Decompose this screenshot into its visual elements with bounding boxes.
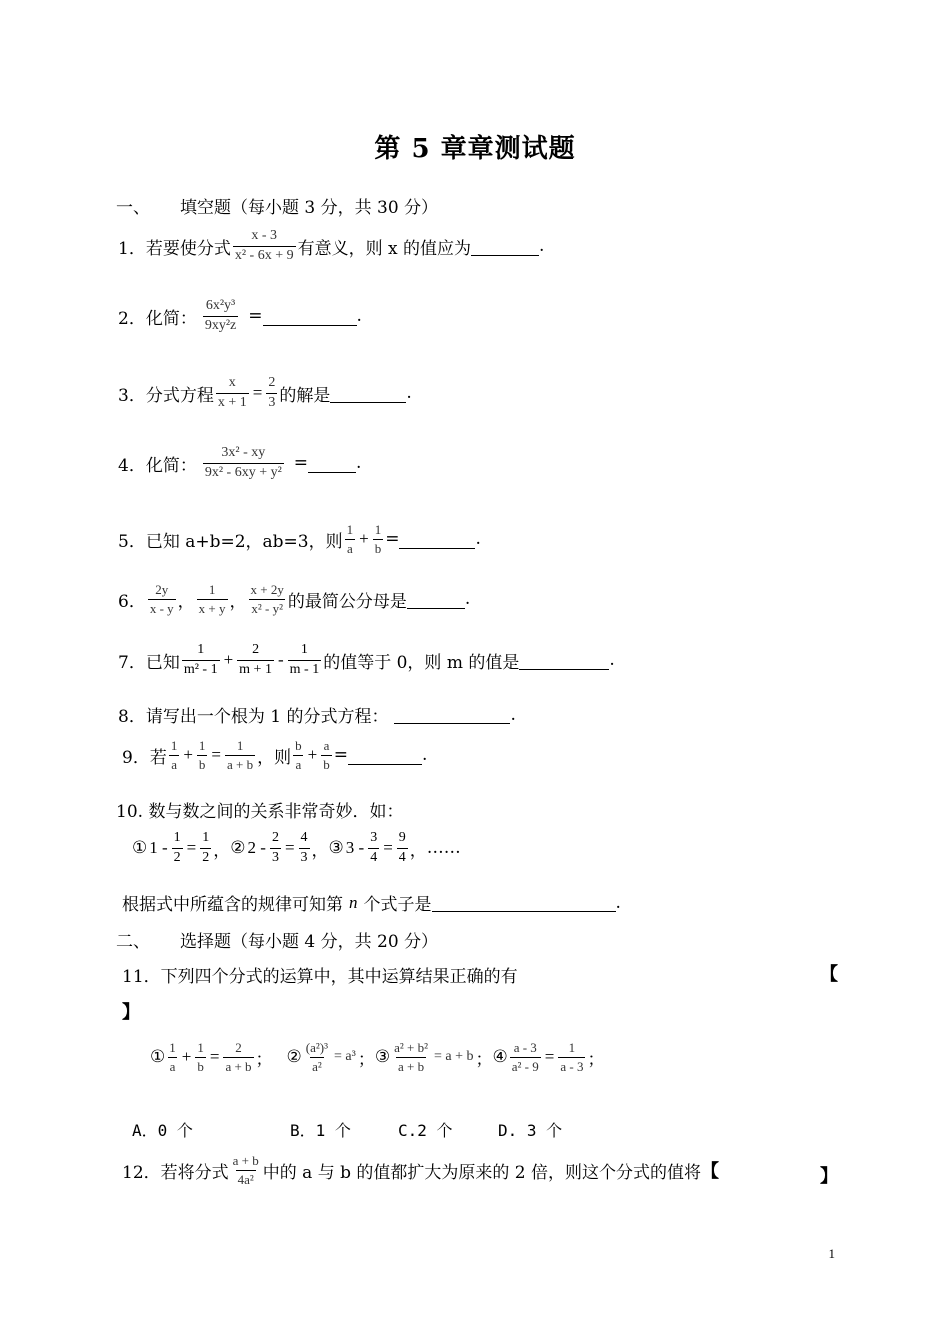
q5-f2-denominator: b [374, 540, 382, 556]
q1-numerator: x - 3 [251, 228, 278, 243]
q8-end: . [510, 704, 516, 725]
q11-choice-b[interactable]: B．1 个 [290, 1121, 351, 1140]
q10-e2-result-denominator: 3 [300, 849, 308, 865]
q11-choice-c[interactable]: C.2 个 [398, 1121, 453, 1140]
q10-circle-1: ① [132, 838, 148, 859]
q4-equals: = [293, 453, 309, 474]
q10-e3-result [397, 830, 408, 867]
q11-left-bracket: 【 [820, 964, 838, 985]
q3-fraction-left [216, 375, 249, 412]
q9-f2-numerator: 1 [198, 738, 206, 753]
q9-plus-1: + [183, 745, 193, 765]
q11-o1-result-numerator: 2 [235, 1040, 242, 1055]
q11-o1-equals: = [209, 1047, 220, 1067]
q9-f2-denominator: b [198, 756, 206, 772]
q10-ellipsis: …… [426, 838, 461, 859]
q4-prefix: 4．化简： [118, 455, 197, 476]
q8-answer-blank[interactable] [394, 705, 510, 724]
q11-o1-f1-denominator: a [169, 1058, 176, 1074]
q6-f1-denominator: x - y [149, 600, 174, 616]
q10-circle-3: ③ [328, 838, 344, 859]
question-3 [118, 375, 412, 412]
q6-f3-numerator: x + 2y [250, 582, 284, 597]
q11-semicolon-1: ； [255, 1049, 273, 1070]
q3-prefix: 3．分式方程 [118, 385, 214, 406]
q10-e1-lead: 1 - [149, 838, 168, 858]
q5-f1-denominator: a [346, 540, 353, 556]
q11-right-bracket: 】 [122, 1002, 140, 1023]
q9-fraction-1 [169, 738, 180, 772]
question-4 [118, 445, 361, 482]
q9-f5-numerator: a [323, 738, 330, 753]
q10-e3-denominator: 4 [370, 849, 378, 865]
q7-suffix: 的值等于 0，则 m 的值是 [323, 652, 520, 673]
q11-o1-f2-denominator: b [197, 1058, 204, 1074]
q4-fraction [203, 445, 284, 482]
q11-o4-result [558, 1040, 585, 1074]
q3-left-denominator: x + 1 [217, 394, 247, 410]
q11-o3-denominator: a + b [397, 1058, 425, 1074]
q10-e1-result-denominator: 2 [202, 849, 210, 865]
q10-e1-fraction [172, 830, 183, 867]
section-1-heading: 填空题（每小题 3 分，共 30 分） [180, 198, 439, 218]
q7-answer-blank[interactable] [519, 651, 609, 670]
q11-o4-equals: = [544, 1047, 555, 1067]
q3-right-numerator: 2 [268, 375, 276, 390]
q10-e2-equals: = [284, 838, 295, 858]
q1-suffix: 有意义，则 x 的值应为 [297, 238, 471, 259]
q11-option-1-marker: ① [150, 1047, 166, 1068]
q9-f3-denominator: a + b [227, 756, 254, 772]
q5-f2-numerator: 1 [374, 522, 382, 537]
q12-denominator: 4a² [237, 1171, 254, 1187]
q10-sep-3: ， [409, 840, 427, 861]
q12-prefix: 12．若将分式 [122, 1162, 229, 1183]
q7-f1-numerator: 1 [197, 642, 205, 657]
q6-fraction-3 [249, 582, 286, 616]
question-6 [118, 582, 470, 616]
question-2 [118, 298, 362, 335]
q5-end: . [475, 529, 481, 550]
q10-e2-lead: 2 - [247, 838, 266, 858]
q11-o3-numerator: a² + b² [394, 1040, 428, 1055]
q5-equals: = [385, 529, 400, 550]
q12-left-bracket: 【 [701, 1161, 720, 1183]
q4-answer-blank[interactable] [308, 454, 356, 473]
q10-sep-2: ， [311, 840, 329, 861]
q3-answer-blank[interactable] [330, 384, 406, 403]
q1-denominator: x² - 6x + 9 [234, 247, 294, 263]
q7-fraction-1 [182, 642, 220, 679]
question-10-rule [122, 890, 621, 915]
q7-f3-denominator: m - 1 [289, 661, 320, 677]
q11-choice-d[interactable]: D. 3 个 [498, 1121, 563, 1140]
q11-o4-result-numerator: 1 [568, 1040, 576, 1055]
q8-text: 8．请写出一个根为 1 的分式方程： [118, 707, 389, 727]
q9-equals-2: = [333, 745, 348, 766]
q12-fraction [231, 1153, 261, 1187]
q10-e2-fraction [270, 830, 281, 867]
q1-answer-blank[interactable] [471, 237, 539, 256]
section-2-number: 二、 [116, 932, 150, 952]
q3-suffix: 的解是 [279, 385, 331, 406]
section-2-heading: 选择题（每小题 4 分，共 20 分） [180, 932, 439, 952]
q7-minus: - [277, 650, 284, 670]
q7-f3-numerator: 1 [300, 642, 308, 657]
q1-prefix: 1．若要使分式 [118, 238, 231, 259]
q3-right-denominator: 3 [268, 394, 276, 410]
q7-fraction-3 [288, 642, 322, 679]
q11-o1-fraction-2 [195, 1040, 206, 1074]
q6-suffix: 的最简公分母是 [287, 591, 407, 612]
q1-end: . [539, 236, 545, 257]
q9-fraction-2 [197, 738, 208, 772]
q10-e2-result-numerator: 4 [300, 830, 308, 845]
question-12 [122, 1153, 719, 1187]
q10-rule-prefix: 根据式中所蕴含的规律可知第 [122, 895, 343, 915]
q6-f2-numerator: 1 [208, 582, 216, 597]
q11-o4-result-denominator: a - 3 [560, 1058, 584, 1074]
q10-e3-lead: 3 - [345, 838, 365, 858]
question-1 [118, 228, 544, 265]
q11-semicolon-4: ； [587, 1049, 605, 1070]
q4-numerator: 3x² - xy [221, 445, 266, 460]
q9-middle: ，则 [257, 747, 292, 768]
q11-o3-fraction [392, 1040, 430, 1074]
q9-fraction-3 [225, 738, 255, 772]
q11-o4-numerator: a - 3 [513, 1040, 537, 1055]
q6-end: . [464, 589, 471, 610]
q9-fraction-5 [321, 738, 332, 772]
question-9 [122, 738, 427, 772]
q10-e2-denominator: 3 [271, 849, 279, 865]
q11-o1-fraction-1 [167, 1040, 178, 1074]
q11-o2-denominator: a² [312, 1058, 322, 1074]
q7-prefix: 7．已知 [118, 652, 180, 673]
q5-answer-blank[interactable] [399, 530, 475, 549]
q10-e1-result [200, 830, 211, 867]
q2-end: . [356, 306, 362, 327]
q9-f1-numerator: 1 [170, 738, 178, 753]
q6-sep-2: ， [229, 591, 247, 612]
q2-denominator: 9xy²z [204, 317, 237, 333]
q5-plus: + [359, 529, 369, 549]
q10-e1-numerator: 1 [173, 830, 181, 845]
question-5 [118, 522, 481, 556]
q6-answer-blank[interactable] [407, 590, 465, 609]
q9-f1-denominator: a [171, 756, 177, 772]
q10-e3-result-denominator: 4 [398, 849, 406, 865]
question-10-text: 10. 数与数之间的关系非常奇妙．如： [116, 802, 404, 822]
q7-end: . [609, 650, 615, 671]
q10-e3-result-numerator: 9 [398, 830, 406, 845]
q9-prefix: 9．若 [122, 747, 167, 768]
q10-sep-1: ， [213, 840, 231, 861]
q10-e3-numerator: 3 [370, 830, 378, 845]
q10-e2-numerator: 2 [271, 830, 279, 845]
q5-prefix: 5．已知 a+b=2，ab=3，则 [118, 531, 343, 552]
q3-left-numerator: x [228, 375, 236, 390]
q5-fraction-1 [345, 522, 356, 556]
q2-answer-blank[interactable] [263, 307, 357, 326]
q6-sep-1: ， [177, 591, 195, 612]
q6-fraction-1 [148, 582, 176, 616]
q7-plus: + [223, 650, 234, 670]
q11-choice-a[interactable]: A．0 个 [132, 1121, 193, 1140]
q9-f4-denominator: a [295, 756, 302, 772]
q10-e1-result-numerator: 1 [202, 830, 210, 845]
q11-o1-f1-numerator: 1 [169, 1040, 176, 1055]
q9-equals-1: = [211, 745, 222, 765]
q11-semicolon-3: ； [475, 1049, 493, 1070]
q2-fraction [203, 298, 238, 335]
question-8 [118, 702, 516, 727]
q9-f3-numerator: 1 [236, 738, 244, 753]
q3-equals: = [252, 383, 263, 403]
q11-o1-f2-numerator: 1 [197, 1040, 204, 1055]
q5-fraction-2 [373, 522, 384, 556]
q6-fraction-2 [197, 582, 228, 616]
q9-f4-numerator: b [295, 738, 302, 753]
q9-end: . [421, 745, 428, 766]
q9-fraction-4 [293, 738, 304, 772]
q10-e1-equals: = [186, 838, 197, 858]
q6-f2-denominator: x + y [198, 600, 226, 616]
q11-option-4-marker: ④ [492, 1047, 508, 1068]
question-10-examples [132, 830, 461, 867]
q11-o1-result [223, 1040, 253, 1074]
q12-numerator: a + b [232, 1153, 259, 1168]
q12-suffix: 中的 a 与 b 的值都扩大为原来的 2 倍，则这个分式的值将 [262, 1162, 702, 1183]
q2-numerator: 6x²y³ [205, 298, 236, 313]
q1-fraction [233, 228, 296, 265]
q11-option-3-marker: ③ [374, 1047, 391, 1068]
q3-fraction-right [266, 375, 277, 412]
q11-o2-fraction [304, 1040, 330, 1074]
q11-o1-result-denominator: a + b [225, 1058, 252, 1074]
q11-o4-denominator: a² - 9 [511, 1058, 539, 1074]
q11-o4-fraction [510, 1040, 541, 1074]
q12-right-bracket: 】 [820, 1166, 838, 1187]
q10-e1-denominator: 2 [173, 849, 181, 865]
q6-f3-denominator: x² - y² [251, 600, 283, 616]
q7-f2-numerator: 2 [252, 642, 260, 657]
q5-f1-numerator: 1 [346, 522, 354, 537]
q9-f5-denominator: b [323, 756, 330, 772]
question-11-text: 11．下列四个分式的运算中，其中运算结果正确的有 [122, 967, 518, 987]
q4-end: . [356, 453, 362, 474]
page-number: 1 [828, 1246, 835, 1261]
q6-prefix: 6． [118, 591, 146, 612]
q9-plus-2: + [307, 745, 318, 765]
question-7 [118, 642, 615, 679]
q10-circle-2: ② [230, 838, 246, 859]
q7-fraction-2 [237, 642, 274, 679]
q10-e3-equals: = [383, 838, 393, 858]
q10-rule-suffix: 个式子是 [363, 895, 432, 915]
q7-f2-denominator: m + 1 [239, 661, 272, 677]
page-title: 第 5 章章测试题 [374, 134, 576, 164]
q10-e2-result [299, 830, 310, 867]
section-1-number: 一、 [116, 198, 150, 218]
q11-option-2-marker: ② [286, 1047, 302, 1068]
q11-semicolon-2: ； [357, 1049, 375, 1070]
q2-prefix: 2．化简： [118, 308, 197, 329]
question-11-options [150, 1040, 604, 1074]
q10-end: . [615, 892, 621, 913]
q11-o2-numerator: (a²)³ [305, 1040, 329, 1055]
q10-answer-blank[interactable] [432, 893, 616, 912]
q11-o3-result: = a + b [434, 1049, 474, 1065]
q10-e3-fraction [368, 830, 379, 867]
q9-answer-blank[interactable] [348, 746, 422, 765]
q3-end: . [406, 383, 412, 404]
q4-denominator: 9x² - 6xy + y² [204, 464, 282, 480]
q2-equals: = [248, 306, 263, 327]
q11-o1-plus: + [181, 1047, 192, 1067]
q10-rule-variable: n [349, 892, 358, 912]
q6-f1-numerator: 2y [155, 582, 169, 597]
q11-o2-result: = a³ [334, 1049, 356, 1065]
q7-f1-denominator: m² - 1 [183, 661, 218, 677]
